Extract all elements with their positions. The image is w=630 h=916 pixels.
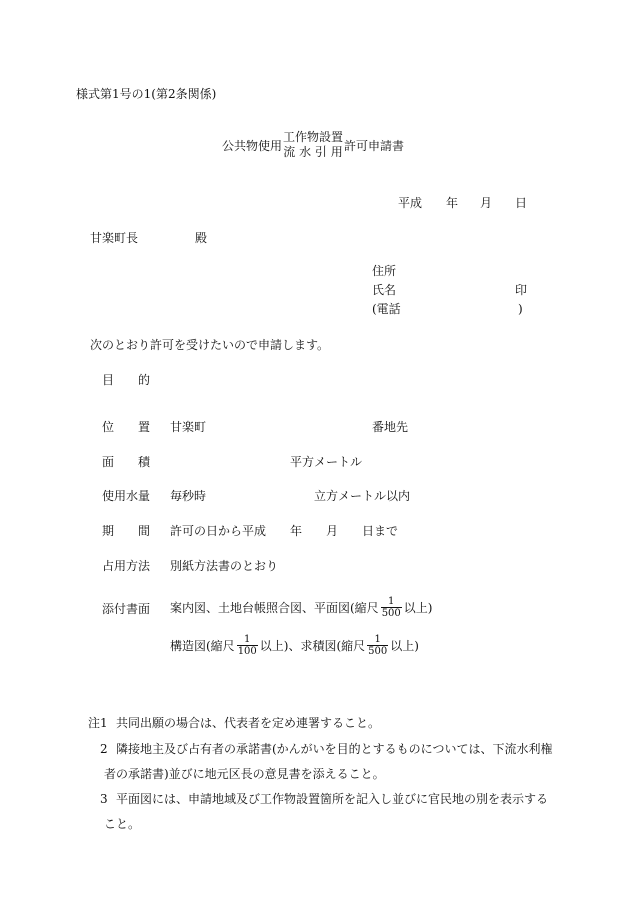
period-month: 月 (326, 524, 339, 538)
attachments-line2-suffix: 以上) (390, 639, 419, 653)
note-number: 2 (100, 742, 108, 756)
attachments-line1-suffix: 以上) (403, 601, 433, 615)
water-unit: 立方メートル以内 (314, 489, 411, 503)
addressee-name: 甘楽町長 (90, 231, 139, 245)
scale-numerator: 1 (388, 596, 395, 607)
title-option-water: 流 水 引 用 (283, 145, 343, 159)
scale-numerator: 1 (374, 634, 381, 645)
area-label: 面 積 (102, 455, 151, 469)
scale-fraction-area (367, 634, 388, 657)
note-2-cont: 者の承諾書)並びに地元区長の意見書を添えること。 (104, 767, 385, 781)
applicant-address-label: 住所 (372, 264, 397, 278)
applicant-phone-close: ) (518, 302, 523, 316)
purpose-label: 目 的 (102, 373, 151, 387)
date-month: 月 (480, 196, 493, 210)
attachments-line1-text: 案内図、土地台帳照合図、平面図(縮尺 (170, 601, 379, 615)
attachments-line2-text: 構造図(縮尺 (170, 639, 235, 653)
applicant-name-label: 氏名 (372, 283, 397, 297)
method-value: 別紙方法書のとおり (170, 559, 279, 573)
period-from: 許可の日から平成 (170, 524, 267, 538)
location-town: 甘楽町 (170, 420, 207, 434)
note-text: 平面図には、申請地域及び工作物設置箇所を記入し並びに官民地の別を表示する (116, 792, 549, 806)
period-year: 年 (290, 524, 303, 538)
intro-text: 次のとおり許可を受けたいので申請します。 (90, 338, 330, 352)
scale-fraction-structure (237, 634, 258, 657)
note-text: 共同出願の場合は、代表者を定め連署すること。 (116, 716, 381, 730)
form-label: 様式第1号の1(第2条関係) (76, 87, 217, 101)
note-1 (88, 717, 380, 729)
date-era: 平成 (398, 196, 423, 210)
note-number: 3 (100, 792, 108, 806)
location-label: 位 置 (102, 420, 151, 434)
seal-mark: 印 (515, 283, 528, 297)
area-unit: 平方メートル (290, 455, 363, 469)
water-label: 使用水量 (102, 489, 151, 503)
note-text: 隣接地主及び占有者の承諾書(かんがいを目的とするものについては、下流水利権 (116, 742, 553, 756)
attachments-label: 添付書面 (102, 602, 151, 616)
attachments-line2-mid: 以上)、求積図(縮尺 (259, 639, 366, 653)
period-until: 日まで (362, 524, 399, 538)
date-day: 日 (515, 196, 528, 210)
note-3 (100, 793, 548, 805)
scale-numerator: 1 (244, 634, 251, 645)
water-prefix: 毎秒時 (170, 489, 207, 503)
note-2 (100, 743, 552, 755)
attachments-line2 (170, 634, 419, 658)
title-prefix: 公共物使用 (222, 138, 283, 153)
note-number: 注1 (88, 716, 108, 730)
location-suffix: 番地先 (372, 420, 409, 434)
method-label: 占用方法 (102, 559, 151, 573)
addressee-honorific: 殿 (195, 231, 208, 245)
document-title (222, 130, 404, 160)
scale-denominator: 500 (368, 646, 388, 657)
note-3-cont: こと。 (104, 817, 141, 831)
scale-denominator: 500 (381, 608, 401, 619)
title-options (283, 130, 343, 160)
scale-fraction-plan (381, 596, 402, 619)
applicant-phone-label: (電話 (372, 302, 401, 316)
title-option-structure: 工作物設置 (283, 130, 344, 144)
date-year: 年 (446, 196, 459, 210)
title-suffix: 許可申請書 (344, 138, 405, 153)
period-label: 期 間 (102, 524, 151, 538)
scale-denominator: 100 (237, 646, 257, 657)
attachments-line1 (170, 596, 432, 620)
